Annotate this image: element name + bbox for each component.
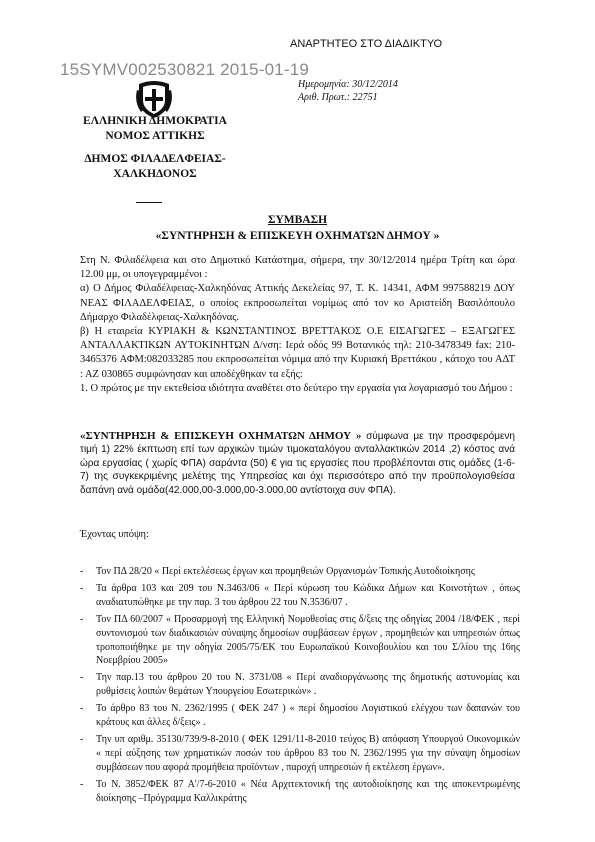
- municipality-header: [50, 152, 260, 182]
- issuer-header: [50, 114, 260, 144]
- document-date: Ημερομηνία: 30/12/2014: [298, 79, 398, 90]
- separator-line: [136, 202, 162, 203]
- list-item: - Την παρ.13 του άρθρου 20 του Ν. 3731/08 « Περί αναδιοργάνωσης της δημοτικής αστυνομίας και ρυθμίσεις λοιπών θεμάτων Υπουργείου Εσωτερικών» .: [80, 672, 520, 698]
- document-stamp: 15SYMV002530821 2015-01-19: [60, 60, 310, 79]
- municipality-line-1: ΔΗΜΟΣ ΦΙΛΑΔΕΛΦΕΙΑΣ-: [84, 153, 226, 165]
- list-item: - Τον ΠΔ 28/20 « Περί εκτελέσεως έργων και προμηθειών Οργανισμών Τοπικής Αυτοδιοίκησης: [80, 566, 475, 577]
- republic-name: ΕΛΛΗΝΙΚΗ ΔΗΜΟΚΡΑΤΙΑ: [83, 115, 227, 127]
- party-b-paragraph: β) Η εταιρεία ΚΥΡΙΑΚΗ & ΚΩΝΣΤΑΝΤΙΝΟΣ ΒΡΕΤΤΑΚΟΣ Ο.Ε ΕΙΣΑΓΩΓΕΣ – ΕΞΑΓΩΓΕΣ ΑΝΤΑΛΛΑΚΤΙΚΩΝ ΑΥΤΟΚΙΝΗΤΩΝ Δ/νση: Ιερά οδός 99 Βοτανικός τηλ: 210-3478349 fax: 210-3465376 ΑΦΜ:082033285 που εκπροσωπείται νόμιμα από την Κυριακή Βρεττάκου , κάτοχο του ΑΔΤ : ΑΖ 030865 συμφώνησαν και αποδέχθηκαν τα εξής:: [80, 326, 515, 380]
- title-subject: «ΣΥΝΤΗΡΗΣΗ & ΕΠΙΣΚΕΥΗ ΟΧΗΜΑΤΩΝ ΔΗΜΟΥ »: [155, 230, 440, 242]
- list-item: - Τα άρθρα 103 και 209 του Ν.3463/06 « Περί κύρωση του Κώδικα Δήμων και Κοινοτήτων , όπως αναδιατυπώθηκε με την παρ. 3 του άρθρου 22 του Ν.3536/07 .: [80, 582, 520, 608]
- list-item: - Το Ν. 3852/ΦΕΚ 87 Α'/7-6-2010 « Νέα Αρχιτεκτονική της αυτοδιοίκησης και της αποκεντρωμένης διοίκησης –Πρόγραμμα Καλλικράτης: [80, 778, 520, 804]
- prefecture-name: ΝΟΜΟΣ ΑΤΤΙΚΗΣ: [105, 130, 205, 142]
- protocol-number: Αριθ. Πρωτ.: 22751: [298, 92, 378, 103]
- publish-online-label: ΑΝΑΡΤΗΤΕΟ ΣΤΟ ΔΙΑΔΙΚΤΥΟ: [290, 38, 443, 50]
- document-title: [100, 212, 495, 244]
- document-meta: [298, 78, 398, 104]
- list-item: - Το άρθρο 83 του Ν. 2362/1995 ( ΦΕΚ 247 ) « περί δημοσίου Λογιστικού ελέγχου των δαπανών του κράτους και άλλες δ/ξεις» .: [80, 703, 520, 729]
- work-terms: σύμφωνα με την προσφερόμενη τιμή 1) 22% έκπτωση επί των αρχικών τιμών τιμοκαταλόγου ανταλλακτικών 2014 ,2) κόστος ανά ώρα εργασίας ( χωρίς ΦΠΑ) σαράντα (50) € για τις εργασίες που προβλέπονται στις ομάδες (1-6-7) της συγκεκριμένης μελέτης της Υπηρεσίας και όχι περισσότερο από την προϋπολογισθείσα δαπάνη ανά ομάδα(42.000,00-3.000,00-3.000,00 αντίστοιχα συν ΦΠΑ).: [80, 431, 515, 496]
- work-title: «ΣΥΝΤΗΡΗΣΗ & ΕΠΙΣΚΕΥΗ ΟΧΗΜΑΤΩΝ ΔΗΜΟΥ »: [80, 430, 362, 442]
- title-contract: ΣΥΜΒΑΣΗ: [267, 214, 328, 226]
- legal-basis-list: [80, 565, 520, 809]
- party-a-paragraph: α) Ο Δήμος Φιλαδέλφειας-Χαλκηδόνας Αττικής Δεκελείας 97, Τ. Κ. 14341, ΑΦΜ 997588219 ΔΟΥ ΝΕΑΣ ΦΙΛΑΔΕΛΦΕΙΑΣ, ο οποίος εκπροσωπείται νομίμως από τον κο Αριστείδη Βασιλόπουλο Δήμαρχο Φιλαδέλφειας-Χαλκηδόνας.: [80, 283, 515, 323]
- municipality-line-2: ΧΑΛΚΗΔΟΝΟΣ: [113, 168, 197, 180]
- intro-section: [80, 254, 515, 396]
- work-description: [80, 430, 515, 497]
- considering-heading: Έχοντας υπόψη:: [80, 529, 149, 540]
- list-item: - Την υπ αριθμ. 35130/739/9-8-2010 ( ΦΕΚ 1291/11-8-2010 τεύχος Β) απόφαση Υπουργού Οικονομικών « περί αύξησης των χρηματικών ποσών του άρθρου 83 του Ν. 2362/1995 για την σύναψη δημοσίων συμβάσεων που αφορά προμήθεια προϊόντων , παροχή υπηρεσιών ή εκτέλεση έργων».: [80, 733, 520, 773]
- list-item: - Τον ΠΔ 60/2007 « Προσαρμογή της Ελληνική Νομοθεσίας στις δ/ξεις της οδηγίας 2004 /18/ΦΕΚ , περί συντονισμού των διαδικασιών σύναψης δημοσίων συμβάσεων έργων , προμηθειών και υπηρεσιών όπως τροποποιήθηκε με την οδηγία 2005/75/ΕΚ του Ευρωπαϊκού Κοινοβουλίου και του Σ/λίου της 16ης Νοεμβρίου 2005»: [80, 613, 520, 667]
- clause-1-paragraph: 1. Ο πρώτος με την εκτεθείσα ιδιότητα αναθέτει στο δεύτερο την εργασία για λογαριασμό του Δήμου :: [80, 382, 513, 394]
- intro-paragraph: Στη Ν. Φιλαδέλφεια και στο Δημοτικό Κατάστημα, σήμερα, την 30/12/2014 ημέρα Τρίτη και ώρα 12.00 μμ, οι υπογεγραμμένοι :: [80, 255, 515, 281]
